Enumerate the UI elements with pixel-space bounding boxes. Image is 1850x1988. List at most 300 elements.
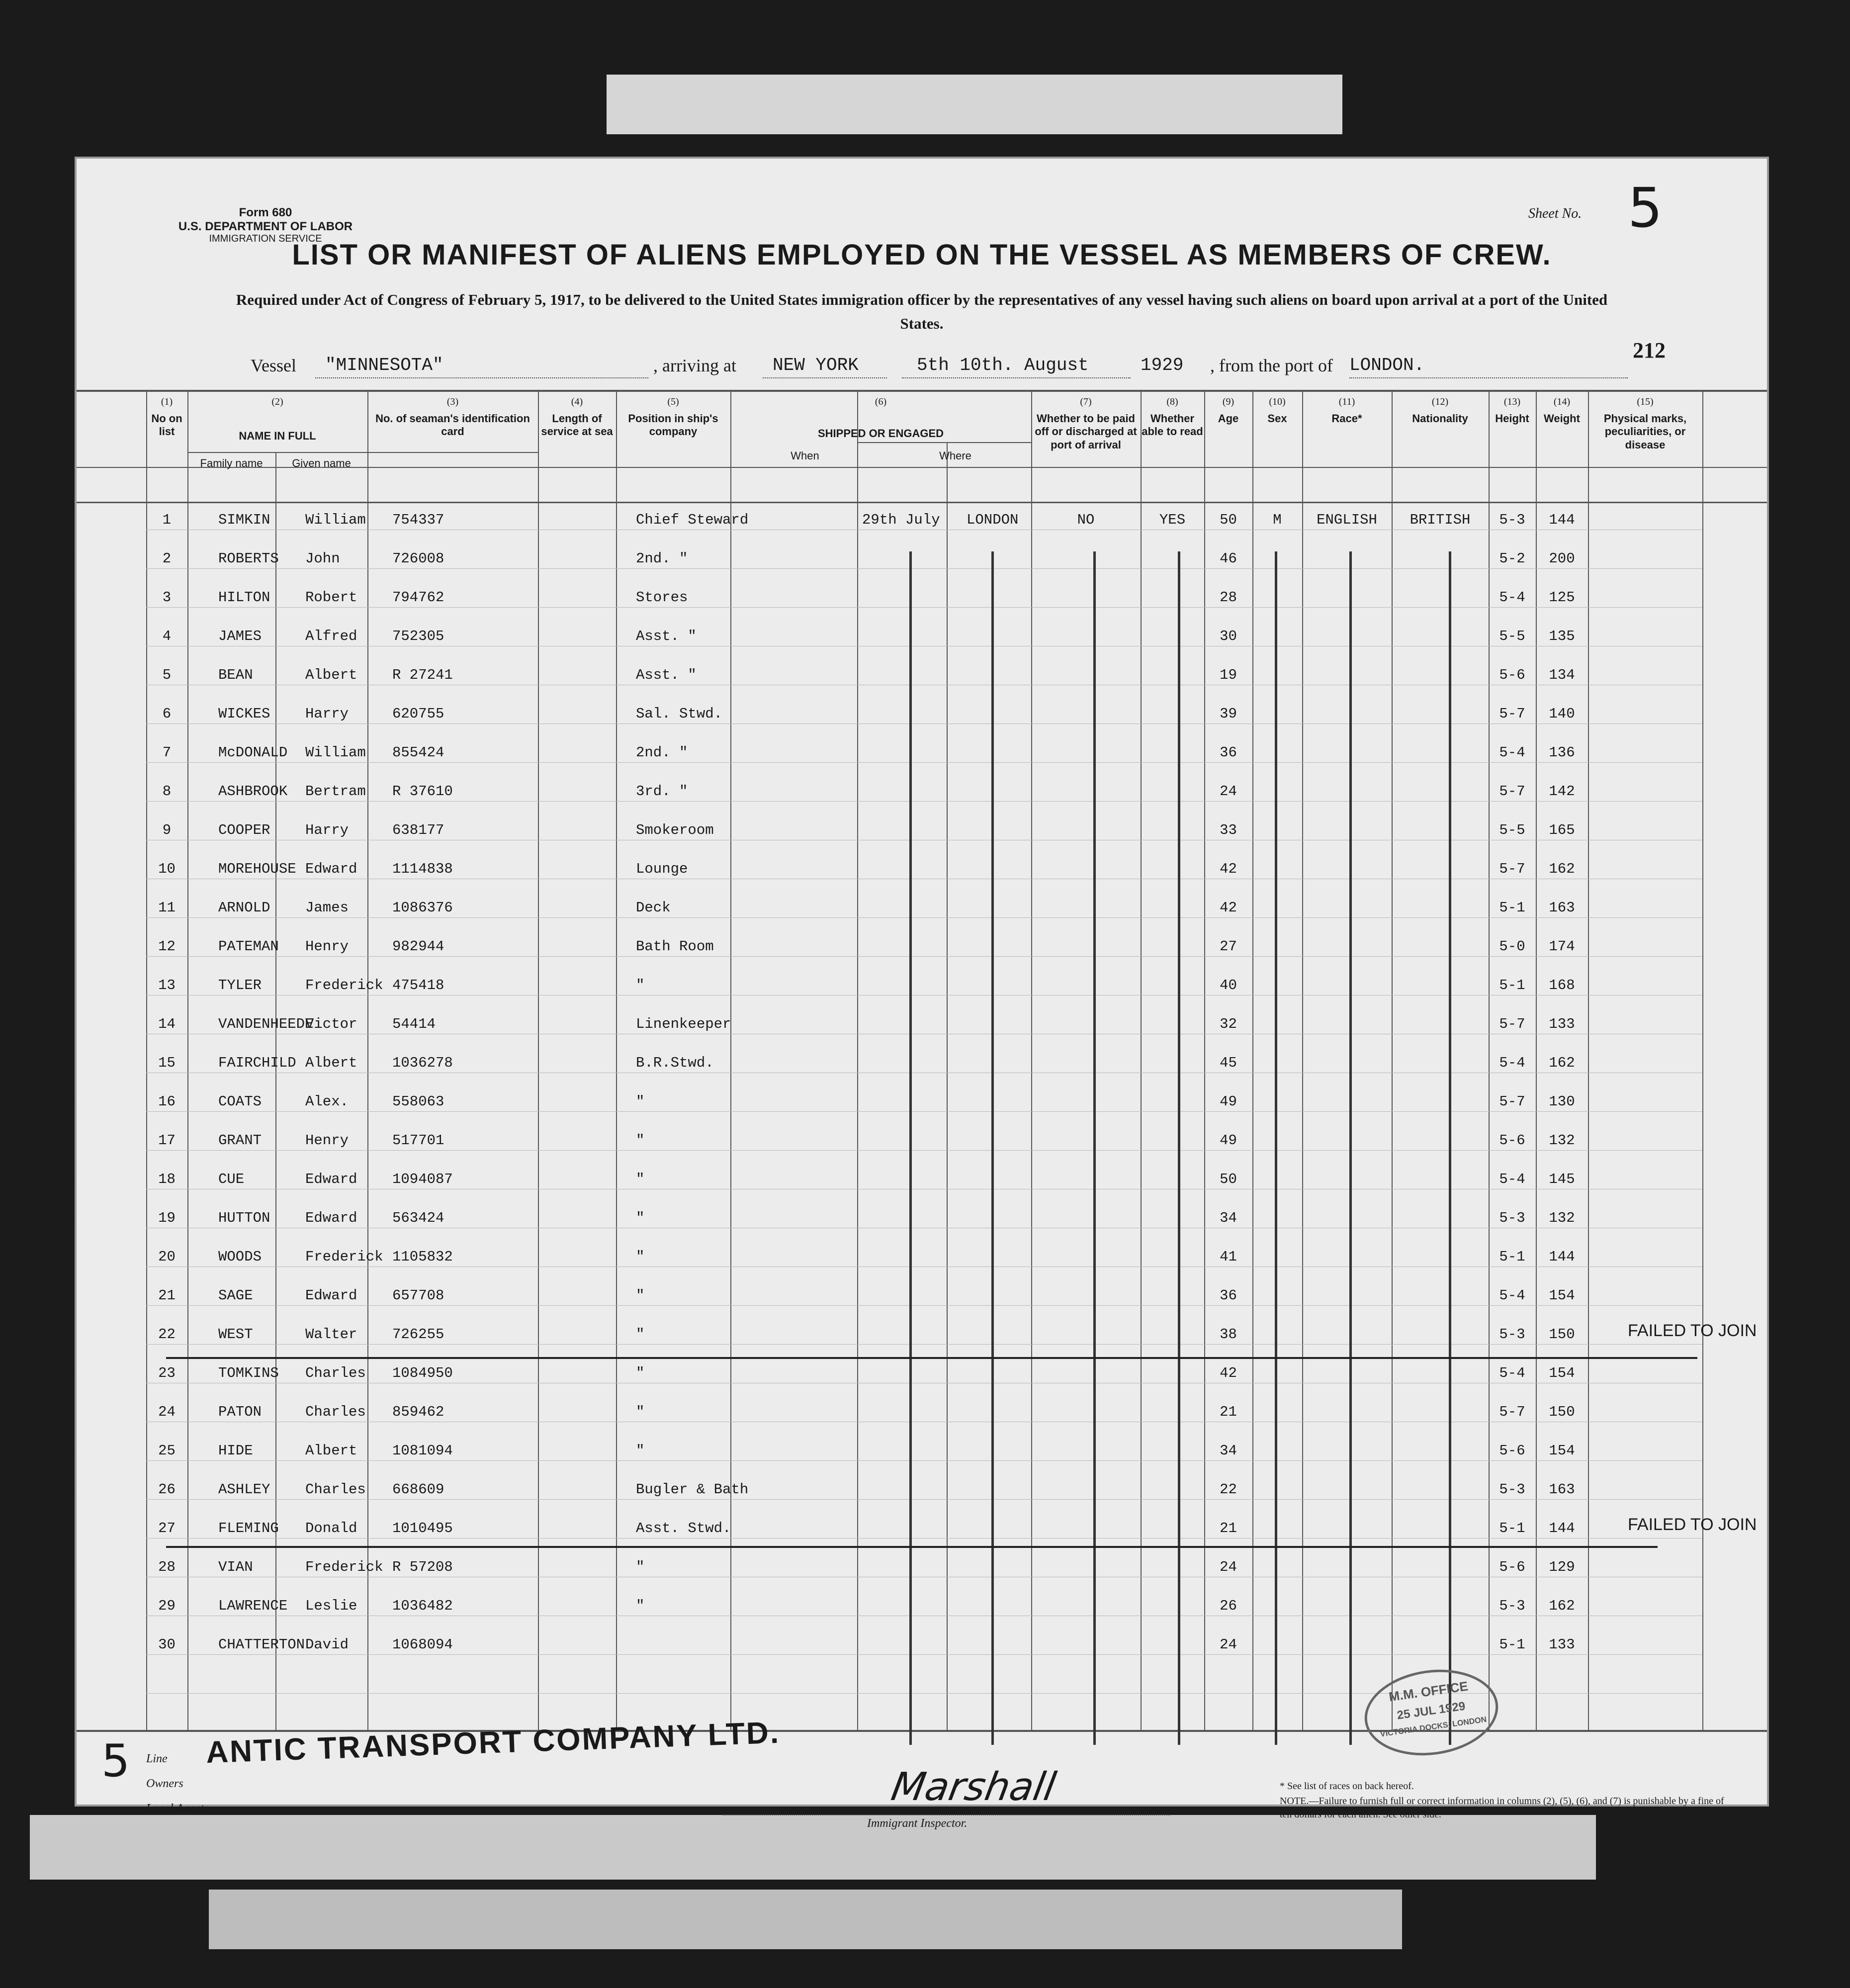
seaman-card-number: 1084950 — [392, 1365, 453, 1381]
row-margin-number: 209 — [48, 822, 74, 838]
column-number: (13) — [1503, 396, 1521, 407]
family-name: SAGE — [218, 1287, 253, 1304]
column-header: Height — [1495, 412, 1529, 425]
row-margin-number: 208 — [48, 783, 74, 800]
column-subheader: Family name — [200, 457, 263, 469]
family-name: HILTON — [218, 589, 270, 606]
row-margin-number: 227 — [48, 1520, 74, 1536]
seaman-card-number: 1068094 — [392, 1636, 453, 1653]
ship-position: " — [636, 1287, 645, 1304]
seaman-card-number: 517701 — [392, 1132, 444, 1149]
column-header: Physical marks, peculiarities, or disease — [1603, 412, 1687, 451]
weight: 144 — [1549, 512, 1575, 528]
ship-position: " — [636, 977, 645, 994]
age: 40 — [1220, 977, 1237, 994]
from-label: , from the port of — [1210, 356, 1333, 375]
row-number: 20 — [158, 1249, 176, 1265]
owners-label: Owners — [146, 1777, 183, 1790]
family-name: CHATTERTON — [218, 1636, 305, 1653]
column-number: (9) — [1222, 396, 1234, 407]
age: 24 — [1220, 1559, 1237, 1575]
penalty-note: NOTE.—Failure to furnish full or correct information in columns (2), (5), (6), and (7) is punishable by a fine of ten dollars for each alien. See other side. — [1280, 1796, 1724, 1820]
from-port: LONDON. — [1349, 355, 1425, 375]
height: 5-3 — [1499, 512, 1525, 528]
height: 5-7 — [1499, 861, 1525, 877]
ship-position: Asst. " — [636, 628, 697, 644]
office-stamp-line3: VICTORIA DOCKS, LONDON — [1379, 1715, 1488, 1739]
table-body-top-border — [77, 502, 1767, 503]
family-name: FLEMING — [218, 1520, 279, 1536]
family-name: HUTTON — [218, 1210, 270, 1226]
age: 33 — [1220, 822, 1237, 838]
given-name: Albert — [305, 1055, 357, 1071]
age: 21 — [1220, 1520, 1237, 1536]
column-number: (1) — [161, 396, 173, 407]
family-name: ROBERTS — [218, 550, 279, 567]
ship-position: Sal. Stwd. — [636, 706, 723, 722]
height: 5-7 — [1499, 783, 1525, 800]
row-margin-number: 216 — [48, 1093, 74, 1110]
arrival-date: 5th 10th. August — [917, 355, 1089, 375]
seaman-card-number: 558063 — [392, 1093, 444, 1110]
given-name: Donald — [305, 1520, 357, 1536]
family-name: ARNOLD — [218, 900, 270, 916]
height: 5-4 — [1499, 1287, 1525, 1304]
nationality: BRITISH — [1410, 512, 1471, 528]
row-margin-number: 219 — [48, 1210, 74, 1226]
page-title: LIST OR MANIFEST OF ALIENS EMPLOYED ON THE VESSEL AS MEMBERS OF CREW. — [292, 239, 1552, 271]
given-name: Victor — [305, 1016, 357, 1032]
row-margin-number: 204 — [48, 628, 74, 644]
ship-position: " — [636, 1365, 645, 1381]
top-paper-strip — [607, 75, 1342, 134]
given-name: Albert — [305, 667, 357, 683]
seaman-card-number: 859462 — [392, 1404, 444, 1420]
family-name: WEST — [218, 1326, 253, 1343]
column-header: Age — [1218, 412, 1239, 425]
age: 22 — [1220, 1481, 1237, 1498]
weight: 150 — [1549, 1326, 1575, 1343]
agents-label: Local Agents — [146, 1802, 209, 1815]
height: 5-2 — [1499, 550, 1525, 567]
row-margin-number: 215 — [48, 1055, 74, 1071]
given-name: Edward — [305, 1210, 357, 1226]
weight: 134 — [1549, 667, 1575, 683]
seaman-card-number: 754337 — [392, 512, 444, 528]
row-margin-number: 228 — [48, 1559, 74, 1575]
weight: 163 — [1549, 1481, 1575, 1498]
vessel-name: "MINNESOTA" — [325, 355, 443, 375]
weight: 132 — [1549, 1210, 1575, 1226]
row-number: 30 — [158, 1636, 176, 1653]
seaman-card-number: 1114838 — [392, 861, 453, 877]
seaman-card-number: 1094087 — [392, 1171, 453, 1187]
age: 24 — [1220, 783, 1237, 800]
age: 28 — [1220, 589, 1237, 606]
weight: 129 — [1549, 1559, 1575, 1575]
height: 5-7 — [1499, 1093, 1525, 1110]
bottom-paper-strip-2 — [209, 1890, 1402, 1949]
ship-position: 2nd. " — [636, 550, 688, 567]
row-number: 19 — [158, 1210, 176, 1226]
row-margin-number: 221 — [48, 1287, 74, 1304]
family-name: TOMKINS — [218, 1365, 279, 1381]
given-name: Frederick — [305, 1559, 383, 1575]
ship-position: Stores — [636, 589, 688, 606]
height: 5-7 — [1499, 1404, 1525, 1420]
races-note: * See list of races on back hereof. — [1280, 1781, 1414, 1792]
column-number: (7) — [1080, 396, 1092, 407]
given-name: David — [305, 1636, 349, 1653]
weight: 136 — [1549, 744, 1575, 761]
height: 5-6 — [1499, 667, 1525, 683]
row-margin-number: 217 — [48, 1132, 74, 1149]
column-number: (8) — [1166, 396, 1178, 407]
shipped-when: 29th July — [862, 512, 940, 528]
row-margin-number: 223 — [48, 1365, 74, 1381]
weight: 200 — [1549, 550, 1575, 567]
seaman-card-number: 794762 — [392, 589, 444, 606]
column-divider — [1031, 390, 1032, 1730]
weight: 133 — [1549, 1636, 1575, 1653]
row-number: 18 — [158, 1171, 176, 1187]
age: 49 — [1220, 1132, 1237, 1149]
height: 5-3 — [1499, 1326, 1525, 1343]
ship-position: " — [636, 1093, 645, 1110]
column-header: Race* — [1331, 412, 1362, 425]
ship-position: 2nd. " — [636, 744, 688, 761]
weight: 154 — [1549, 1365, 1575, 1381]
column-number: (2) — [271, 396, 283, 407]
height: 5-5 — [1499, 822, 1525, 838]
row-margin-number: 222 — [48, 1326, 74, 1343]
seaman-card-number: R 37610 — [392, 783, 453, 800]
column-number: (12) — [1431, 396, 1449, 407]
height: 5-3 — [1499, 1598, 1525, 1614]
family-name: TYLER — [218, 977, 262, 994]
column-header: No. of seaman's identification card — [375, 412, 530, 438]
arrival-port: NEW YORK — [773, 355, 859, 375]
column-divider — [1141, 390, 1142, 1730]
column-header: Weight — [1544, 412, 1580, 425]
row-number: 5 — [162, 667, 172, 683]
age: 50 — [1220, 512, 1237, 528]
age: 41 — [1220, 1249, 1237, 1265]
seaman-card-number: 726008 — [392, 550, 444, 567]
seaman-card-number: 475418 — [392, 977, 444, 994]
table-top-border — [77, 390, 1767, 392]
sex: M — [1273, 512, 1282, 528]
height: 5-1 — [1499, 1249, 1525, 1265]
row-number: 2 — [162, 550, 172, 567]
office-stamp — [1359, 1661, 1503, 1764]
family-name: CUE — [218, 1171, 245, 1187]
row-number: 3 — [162, 589, 172, 606]
given-name: Henry — [305, 1132, 349, 1149]
weight: 165 — [1549, 822, 1575, 838]
able-to-read: YES — [1159, 512, 1186, 528]
seaman-card-number: 1105832 — [392, 1249, 453, 1265]
weight: 144 — [1549, 1249, 1575, 1265]
weight: 140 — [1549, 706, 1575, 722]
age: 30 — [1220, 628, 1237, 644]
ship-position: " — [636, 1249, 645, 1265]
ship-position: " — [636, 1171, 645, 1187]
ship-position: Linenkeeper — [636, 1016, 731, 1032]
given-name: Alex. — [305, 1093, 349, 1110]
given-name: Charles — [305, 1481, 366, 1498]
ship-position: Asst. " — [636, 667, 697, 683]
weight: 162 — [1549, 1055, 1575, 1071]
row-number: 9 — [162, 822, 172, 838]
ship-position: Lounge — [636, 861, 688, 877]
form-number: Form 680 — [239, 206, 292, 219]
given-name: Frederick — [305, 977, 383, 994]
family-name: COATS — [218, 1093, 262, 1110]
weight: 168 — [1549, 977, 1575, 994]
column-number: (14) — [1553, 396, 1571, 407]
given-name: Albert — [305, 1443, 357, 1459]
column-subheader: When — [791, 450, 819, 462]
inspector-label: Immigrant Inspector. — [867, 1817, 968, 1830]
given-name: Frederick — [305, 1249, 383, 1265]
row-number: 28 — [158, 1559, 176, 1575]
manifest-sheet — [48, 157, 1769, 1830]
row-number: 26 — [158, 1481, 176, 1498]
row-margin-number: 229 — [48, 1598, 74, 1614]
failed-to-join-note: FAILED TO JOIN — [1628, 1515, 1757, 1534]
height: 5-4 — [1499, 1171, 1525, 1187]
strike-row-22 — [166, 1357, 1697, 1359]
ship-position: Bugler & Bath — [636, 1481, 749, 1498]
column-subheader: Where — [939, 450, 971, 462]
weight: 132 — [1549, 1132, 1575, 1149]
row-number: 21 — [158, 1287, 176, 1304]
height: 5-1 — [1499, 900, 1525, 916]
age: 24 — [1220, 1636, 1237, 1653]
family-name: VIAN — [218, 1559, 253, 1575]
family-name: MOREHOUSE — [218, 861, 296, 877]
row-margin-number: 226 — [48, 1481, 74, 1498]
ship-position: Bath Room — [636, 938, 714, 955]
row-margin-number: 224 — [48, 1404, 74, 1420]
given-name: James — [305, 900, 349, 916]
list-code: 212 — [1633, 338, 1666, 362]
family-name: ASHLEY — [218, 1481, 270, 1498]
row-margin-number: 225 — [48, 1443, 74, 1459]
column-number: (6) — [875, 396, 887, 407]
age: 21 — [1220, 1404, 1237, 1420]
given-name: Henry — [305, 938, 349, 955]
row-number: 13 — [158, 977, 176, 994]
age: 45 — [1220, 1055, 1237, 1071]
row-number: 6 — [162, 706, 172, 722]
weight: 150 — [1549, 1404, 1575, 1420]
age: 36 — [1220, 744, 1237, 761]
row-number: 15 — [158, 1055, 176, 1071]
height: 5-4 — [1499, 1055, 1525, 1071]
weight: 163 — [1549, 900, 1575, 916]
column-header: Length of service at sea — [541, 412, 613, 438]
row-number: 22 — [158, 1326, 176, 1343]
row-number: 8 — [162, 783, 172, 800]
given-name: William — [305, 744, 366, 761]
height: 5-4 — [1499, 744, 1525, 761]
height: 5-1 — [1499, 977, 1525, 994]
column-number: (3) — [446, 396, 459, 407]
seaman-card-number: 1010495 — [392, 1520, 453, 1536]
given-name: Alfred — [305, 628, 357, 644]
row-number: 10 — [158, 861, 176, 877]
family-name: SIMKIN — [218, 512, 270, 528]
age: 49 — [1220, 1093, 1237, 1110]
seaman-card-number: 1036278 — [392, 1055, 453, 1071]
column-header: Sex — [1267, 412, 1287, 425]
seaman-card-number: R 27241 — [392, 667, 453, 683]
row-margin-number: 212 — [48, 938, 74, 955]
column-divider — [857, 390, 858, 1730]
ship-position: 3rd. " — [636, 783, 688, 800]
height: 5-1 — [1499, 1520, 1525, 1536]
seaman-card-number: 638177 — [392, 822, 444, 838]
ship-position: B.R.Stwd. — [636, 1055, 714, 1071]
family-name: JAMES — [218, 628, 262, 644]
row-margin-number: 230 — [48, 1636, 74, 1653]
height: 5-3 — [1499, 1210, 1525, 1226]
row-number: 24 — [158, 1404, 176, 1420]
row-number: 29 — [158, 1598, 176, 1614]
given-name: Walter — [305, 1326, 357, 1343]
row-number: 11 — [158, 900, 176, 916]
row-margin-number: 203 — [48, 589, 74, 606]
age: 42 — [1220, 1365, 1237, 1381]
column-number: (11) — [1338, 396, 1355, 407]
vessel-label: Vessel — [251, 356, 296, 375]
weight: 135 — [1549, 628, 1575, 644]
given-name: Leslie — [305, 1598, 357, 1614]
department-name: U.S. DEPARTMENT OF LABOR — [178, 219, 353, 233]
seaman-card-number: 982944 — [392, 938, 444, 955]
row-margin-number: 203 — [48, 550, 74, 567]
height: 5-6 — [1499, 1559, 1525, 1575]
row-margin-number: 207 — [48, 744, 74, 761]
given-name: Bertram — [305, 783, 366, 800]
ship-position: " — [636, 1132, 645, 1149]
given-name: Charles — [305, 1404, 366, 1420]
row-number: 14 — [158, 1016, 176, 1032]
given-name: John — [305, 550, 340, 567]
height: 5-4 — [1499, 1365, 1525, 1381]
page-subtitle: Required under Act of Congress of February 5, 1917, to be delivered to the United States immigration officer by the representatives of any vessel having such aliens on board upon arrival at a port of the United States. — [236, 291, 1608, 333]
ship-position: " — [636, 1598, 645, 1614]
sheet-label: Sheet No. — [1528, 206, 1582, 221]
row-number: 7 — [162, 744, 172, 761]
column-number: (15) — [1637, 396, 1654, 407]
family-name: PATEMAN — [218, 938, 279, 955]
row-number: 12 — [158, 938, 176, 955]
height: 5-3 — [1499, 1481, 1525, 1498]
seaman-card-number: 1081094 — [392, 1443, 453, 1459]
office-stamp-line2: 25 JUL 1929 — [1396, 1699, 1466, 1722]
column-header: Position in ship's company — [628, 412, 718, 438]
ship-position: " — [636, 1210, 645, 1226]
row-number: 17 — [158, 1132, 176, 1149]
ship-position: " — [636, 1443, 645, 1459]
row-margin-number: 218 — [48, 1171, 74, 1187]
height: 5-6 — [1499, 1443, 1525, 1459]
age: 19 — [1220, 667, 1237, 683]
ship-position: " — [636, 1326, 645, 1343]
failed-to-join-note: FAILED TO JOIN — [1628, 1321, 1757, 1340]
ship-position: " — [636, 1559, 645, 1575]
shipped-where: LONDON — [967, 512, 1019, 528]
inspector-signature: Marshall — [888, 1765, 1059, 1809]
row-margin-number: 205 — [48, 667, 74, 683]
family-name: GRANT — [218, 1132, 262, 1149]
age: 36 — [1220, 1287, 1237, 1304]
column-divider — [1588, 390, 1589, 1730]
arriving-label: , arriving at — [653, 356, 736, 375]
ship-position: Chief Steward — [636, 512, 749, 528]
weight: 133 — [1549, 1016, 1575, 1032]
race: ENGLISH — [1317, 512, 1377, 528]
row-margin-number: 220 — [48, 1249, 74, 1265]
family-name: VANDENHEEDE — [218, 1016, 314, 1032]
arrival-year: 1929 — [1141, 355, 1184, 375]
ship-position: Deck — [636, 900, 671, 916]
row-margin-number: 214 — [48, 1016, 74, 1032]
weight: 154 — [1549, 1287, 1575, 1304]
age: 42 — [1220, 900, 1237, 916]
age: 42 — [1220, 861, 1237, 877]
family-name: WOODS — [218, 1249, 262, 1265]
column-divider — [1302, 390, 1303, 1730]
row-number: 25 — [158, 1443, 176, 1459]
height: 5-5 — [1499, 628, 1525, 644]
bottom-paper-strip — [30, 1815, 1596, 1880]
given-name: Charles — [305, 1365, 366, 1381]
family-name: WICKES — [218, 706, 270, 722]
column-divider — [616, 390, 617, 1730]
column-header: Whether to be paid off or discharged at port of arrival — [1035, 412, 1137, 451]
row-number: 27 — [158, 1520, 176, 1536]
seaman-card-number: 1036482 — [392, 1598, 453, 1614]
weight: 144 — [1549, 1520, 1575, 1536]
given-name: Edward — [305, 861, 357, 877]
column-header: NAME IN FULL — [239, 430, 316, 442]
given-name: Edward — [305, 1287, 357, 1304]
height: 5-1 — [1499, 1636, 1525, 1653]
column-divider — [1392, 390, 1393, 1730]
column-divider — [1252, 390, 1253, 1730]
row-number: 4 — [162, 628, 172, 644]
seaman-card-number: 1086376 — [392, 900, 453, 916]
age: 46 — [1220, 550, 1237, 567]
column-header: Whether able to read — [1142, 412, 1203, 438]
seaman-card-number: 620755 — [392, 706, 444, 722]
height: 5-6 — [1499, 1132, 1525, 1149]
height: 5-7 — [1499, 706, 1525, 722]
column-number: (5) — [667, 396, 679, 407]
height: 5-0 — [1499, 938, 1525, 955]
age: 50 — [1220, 1171, 1237, 1187]
strike-row-27 — [166, 1546, 1658, 1548]
row-number: 16 — [158, 1093, 176, 1110]
sheet-number: 5 — [1628, 176, 1663, 240]
row-margin-number: 213 — [48, 977, 74, 994]
seaman-card-number: 563424 — [392, 1210, 444, 1226]
family-name: COOPER — [218, 822, 270, 838]
